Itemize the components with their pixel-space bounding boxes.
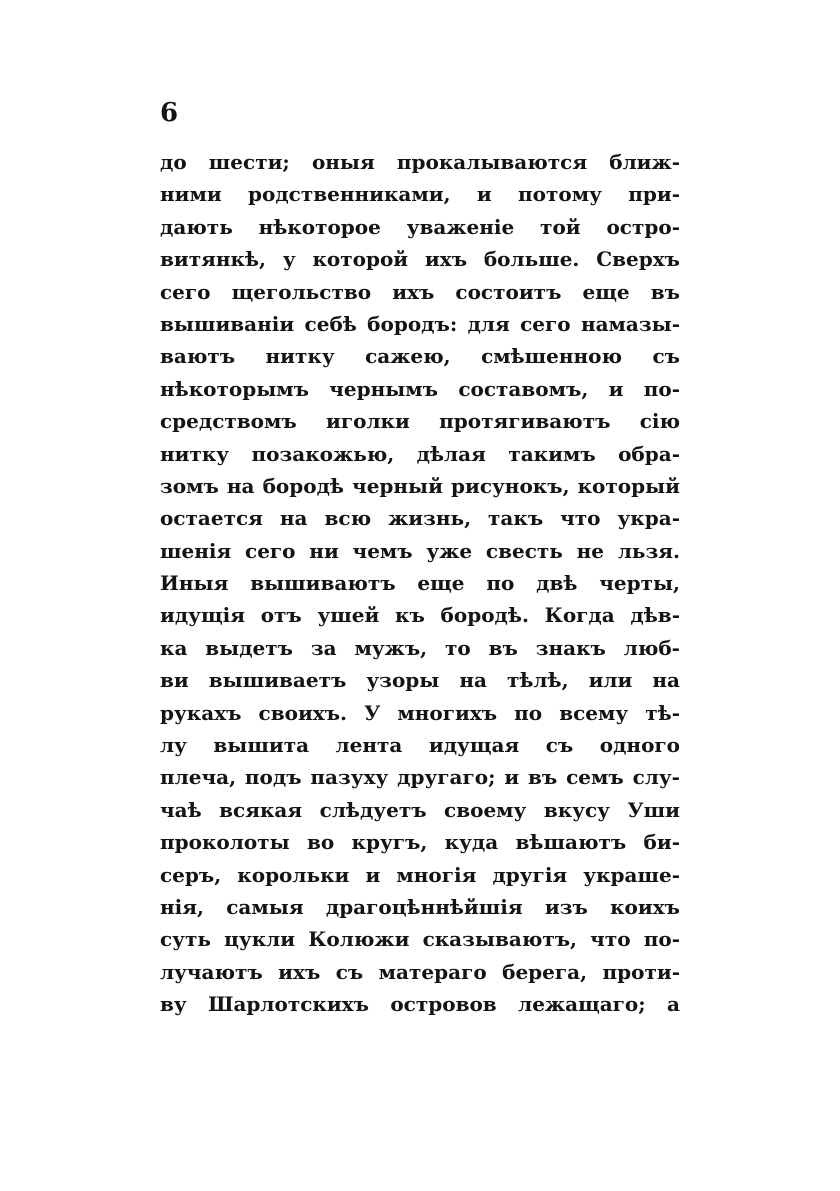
text-line: ваютъ нитку сажею, смѣшенною съ bbox=[160, 344, 680, 369]
body-text bbox=[160, 146, 680, 1021]
text-line: проколоты во кругъ, куда вѣшаютъ би- bbox=[160, 830, 680, 855]
text-line: ка выдетъ за мужъ, то въ знакъ люб- bbox=[160, 635, 680, 660]
text-line: шенія сего ни чемъ уже свесть не льзя. bbox=[160, 538, 680, 563]
text-line: до шести; оныя прокалываются ближ- bbox=[160, 150, 680, 174]
text-line: плеча, подъ пазуху другаго; и въ семъ слу- bbox=[160, 765, 680, 790]
text-line: суть цукли Колюжи сказываютъ, что по- bbox=[160, 927, 680, 952]
text-line: рукахъ своихъ. У многихъ по всему тѣ- bbox=[160, 700, 680, 725]
text-line: вышиваніи себѣ бородъ: для сего намазы- bbox=[160, 311, 680, 336]
text-line: Иныя вышиваютъ еще по двѣ черты, bbox=[160, 571, 680, 596]
text-line: нѣкоторымъ чернымъ составомъ, и по- bbox=[160, 376, 680, 401]
page-number: 6 bbox=[160, 98, 179, 128]
text-line: лучаютъ ихъ съ матераго берега, проти- bbox=[160, 959, 680, 984]
text-line: лу вышита лента идущая съ одного bbox=[160, 733, 680, 758]
text-line: ву Шарлотскихъ островов лежащаго; а bbox=[160, 992, 680, 1017]
text-line: идущія отъ ушей къ бородѣ. Когда дѣв- bbox=[160, 603, 680, 628]
text-line: средствомъ иголки протягиваютъ сію bbox=[160, 409, 680, 434]
text-line: чаѣ всякая слѣдуетъ своему вкусу Уши bbox=[160, 797, 680, 822]
text-line: остается на всю жизнь, такъ что укра- bbox=[160, 506, 680, 531]
text-line: дають нѣкоторое уваженіе той остро- bbox=[160, 214, 680, 239]
text-line: серъ, корольки и многія другія украше- bbox=[160, 862, 680, 887]
text-line: ви вышиваетъ узоры на тѣлѣ, или на bbox=[160, 668, 680, 693]
text-line: нитку позакожью, дѣлая такимъ обра- bbox=[160, 441, 680, 466]
text-line: ними родственниками, и потому при- bbox=[160, 182, 680, 207]
text-line: зомъ на бородѣ черный рисунокъ, который bbox=[160, 473, 680, 498]
text-line: нія, самыя драгоцѣннѣйшія изъ коихъ bbox=[160, 894, 680, 919]
text-line: витянкѣ, у которой ихъ больше. Сверхъ bbox=[160, 247, 680, 272]
text-line: сего щегольство ихъ состоитъ еще въ bbox=[160, 279, 680, 304]
